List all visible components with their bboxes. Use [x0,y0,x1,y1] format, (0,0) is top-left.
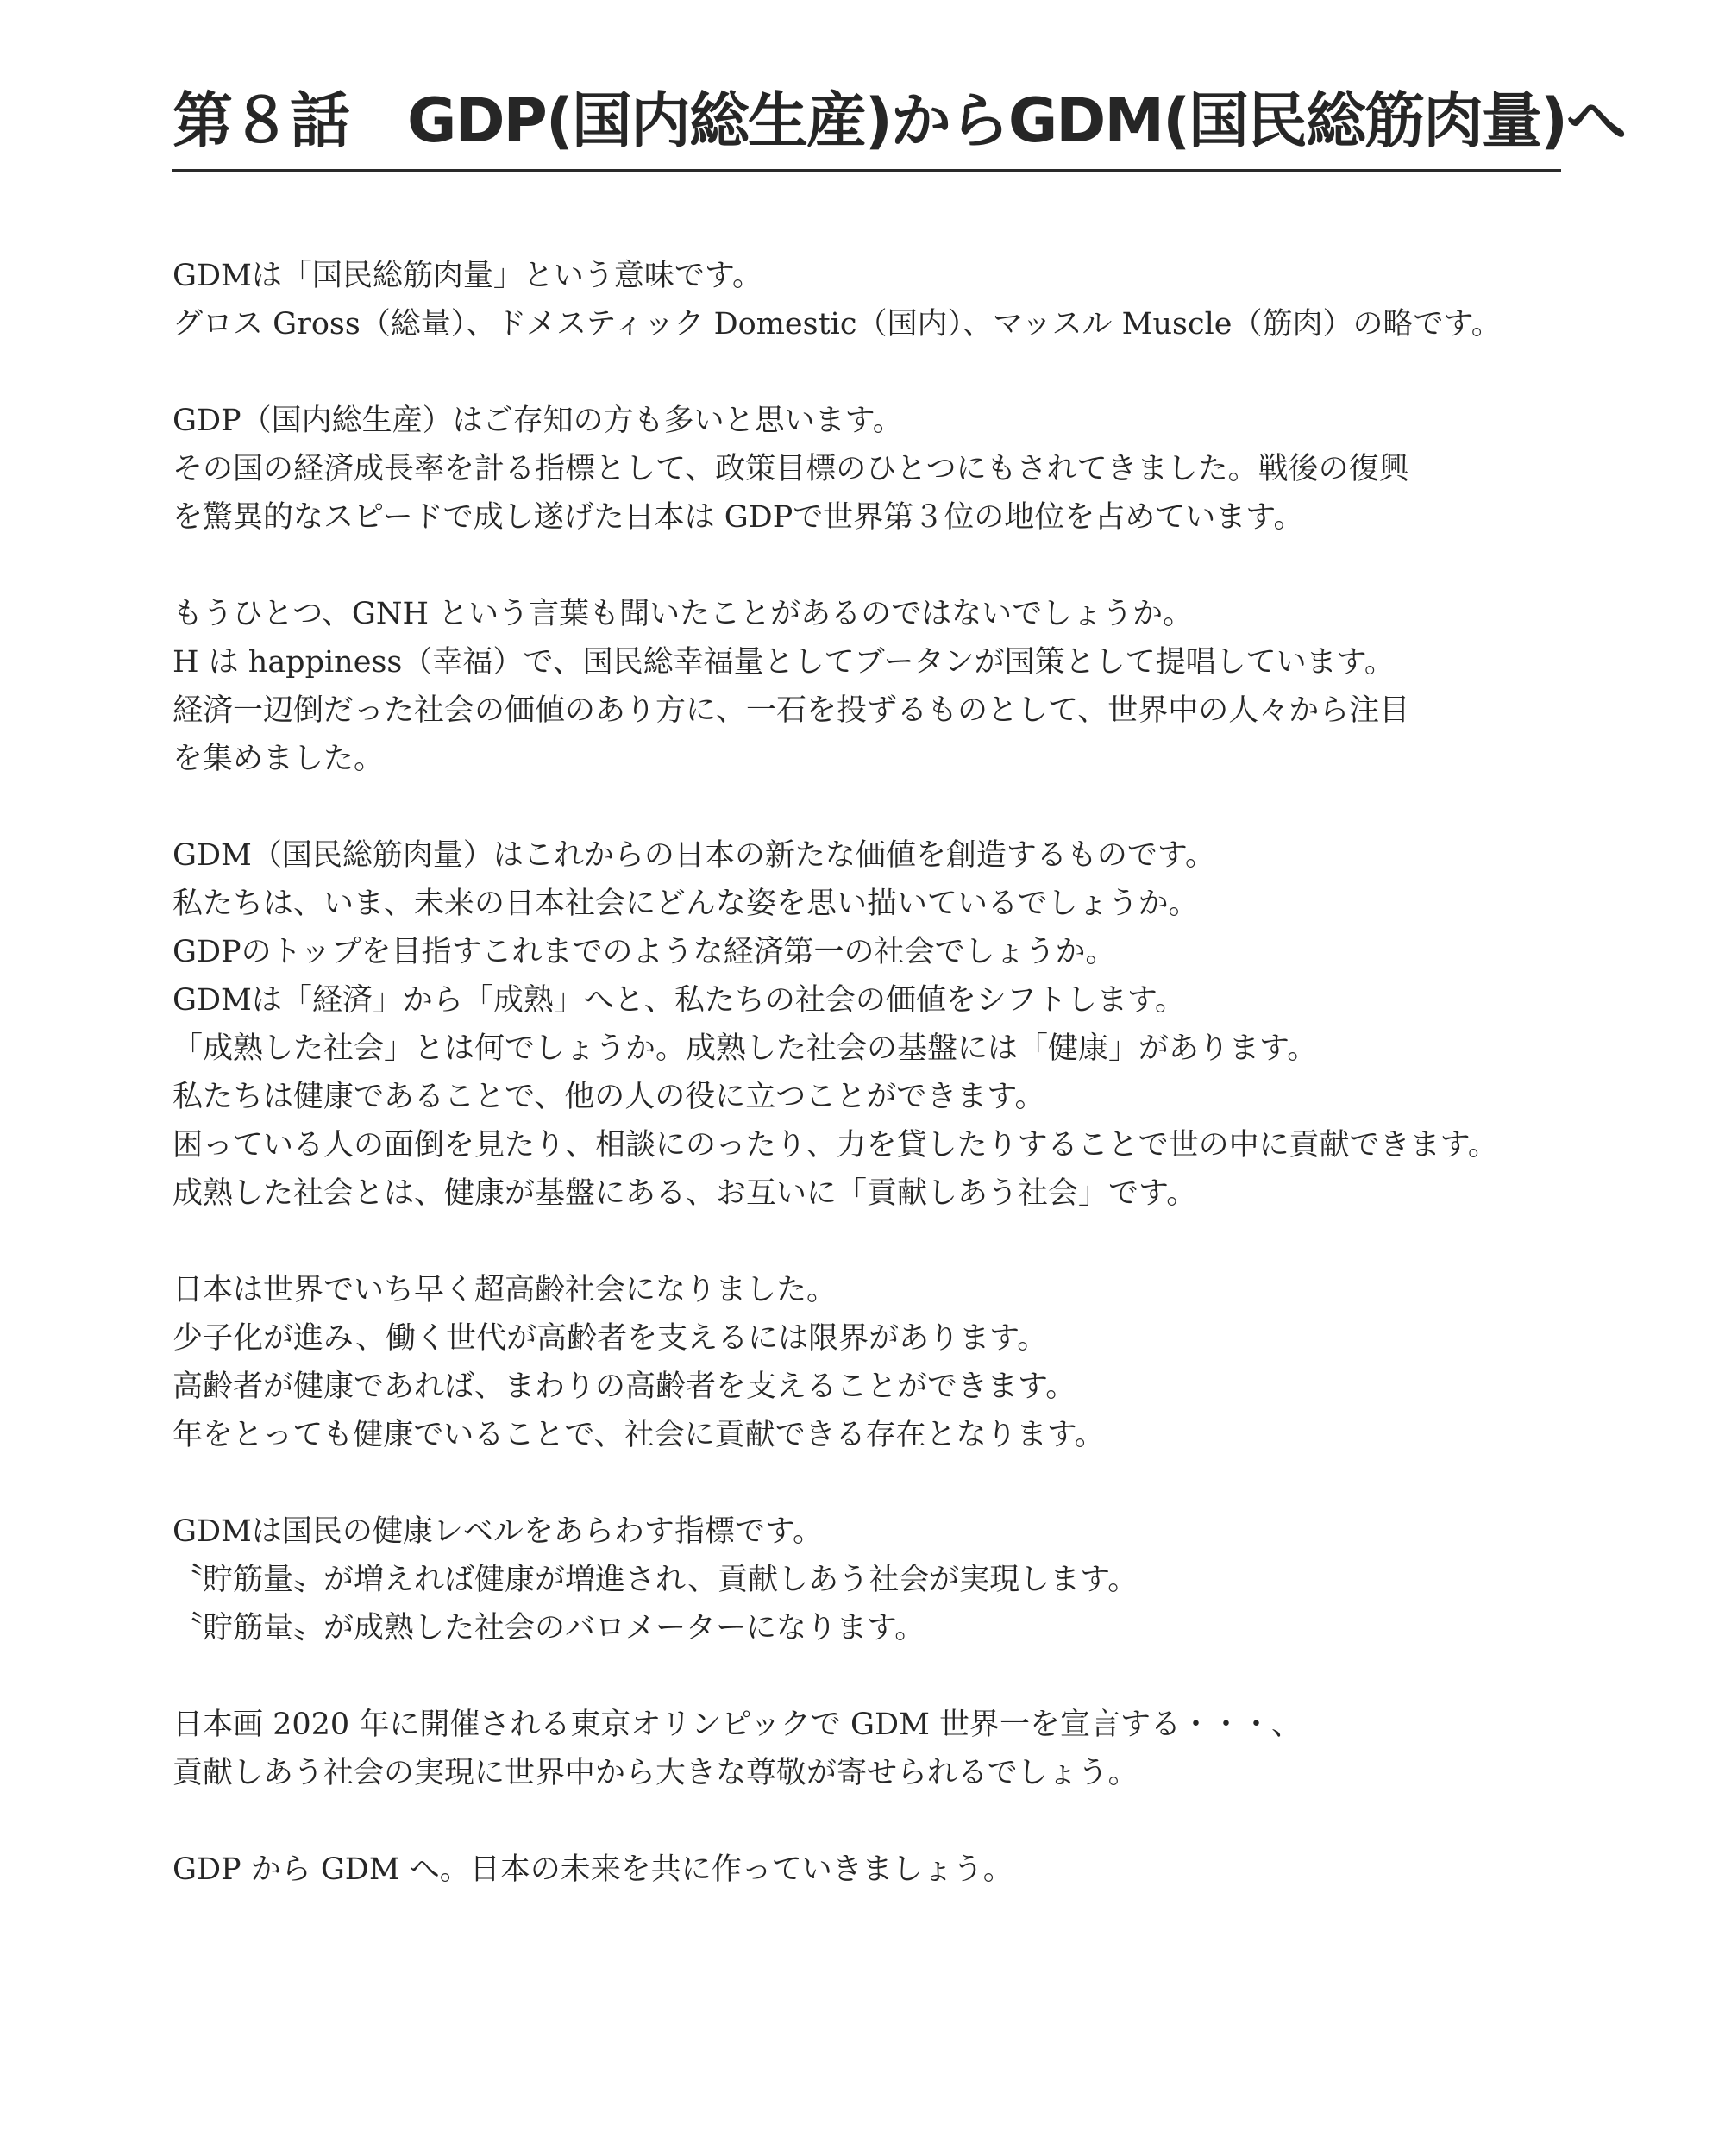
text-line: 困っている人の面倒を見たり、相談にのったり、力を貸したりすることで世の中に貢献できます。 [172,1128,1498,1163]
text-line: 少子化が進み、働く世代が高齢者を支えるには限界があります。 [172,1321,1048,1356]
paragraph [172,397,1570,542]
paragraph [172,252,1570,348]
text-line: 年をとっても健康でいることで、社会に貢献できる存在となります。 [172,1418,1105,1452]
text-line: その国の経済成長率を計る指標として、政策目標のひとつにもされてきました。戦後の復興 [172,452,1409,486]
text-line: 私たちは、いま、未来の日本社会にどんな姿を思い描いているでしょうか。 [172,887,1199,921]
text-line: H は happiness（幸福）で、国民総幸福量としてブータンが国策として提唱しています。 [172,645,1395,680]
text-line: グロス Gross（総量）、ドメスティック Domestic（国内）、マッスル Muscle（筋肉）の略です。 [172,307,1502,342]
text-line: 〝貯筋量〟が成熟した社会のバロメーターになります。 [172,1611,925,1645]
text-line: 「成熟した社会」とは何でしょうか。成熟した社会の基盤には「健康」があります。 [172,1031,1318,1066]
document-page [172,0,1626,2156]
text-line: 貢献しあう社会の実現に世界中から大きな尊敬が寄せられるでしょう。 [172,1756,1138,1790]
text-line: 日本画 2020 年に開催される東京オリンピックで GDM 世界一を宣言する・・・、 [172,1708,1302,1742]
paragraph [172,1507,1570,1652]
text-line: を集めました。 [172,742,385,776]
paragraph [172,1701,1570,1797]
text-line: GDPのトップを目指すこれまでのような経済第一の社会でしょうか。 [172,935,1116,969]
title-underline [172,169,1561,172]
text-line: 成熟した社会とは、健康が基盤にある、お互いに「貢献しあう社会」です。 [172,1176,1197,1211]
paragraph [172,590,1570,783]
paragraph [172,1266,1570,1459]
text-line: GDP（国内総生産）はご存知の方も多いと思います。 [172,404,903,438]
text-line: GDMは「経済」から「成熟」へと、私たちの社会の価値をシフトします。 [172,983,1186,1018]
text-line: を驚異的なスピードで成し遂げた日本は GDPで世界第３位の地位を占めています。 [172,500,1304,535]
text-line: GDMは「国民総筋肉量」という意味です。 [172,259,763,293]
article-body [172,252,1570,1942]
text-line: 日本は世界でいち早く超高齢社会になりました。 [172,1273,837,1307]
paragraph [172,831,1570,1218]
page-title: 第８話 GDP(国内総生産)からGDM(国民総筋肉量)へ [172,85,1626,156]
paragraph [172,1846,1570,1894]
text-line: 経済一辺倒だった社会の価値のあり方に、一石を投ずるものとして、世界中の人々から注目 [172,693,1410,728]
text-line: GDP から GDM へ。日本の未来を共に作っていきましょう。 [172,1852,1013,1887]
text-line: 高齢者が健康であれば、まわりの高齢者を支えることができます。 [172,1369,1076,1404]
text-line: GDM（国民総筋肉量）はこれからの日本の新たな価値を創造するものです。 [172,838,1216,873]
text-line: GDMは国民の健康レベルをあらわす指標です。 [172,1514,824,1549]
text-line: 私たちは健康であることで、他の人の役に立つことができます。 [172,1080,1045,1114]
text-line: もうひとつ、GNH という言葉も聞いたことがあるのではないでしょうか。 [172,597,1194,631]
text-line: 〝貯筋量〟が増えれば健康が増進され、貢献しあう社会が実現します。 [172,1563,1138,1597]
